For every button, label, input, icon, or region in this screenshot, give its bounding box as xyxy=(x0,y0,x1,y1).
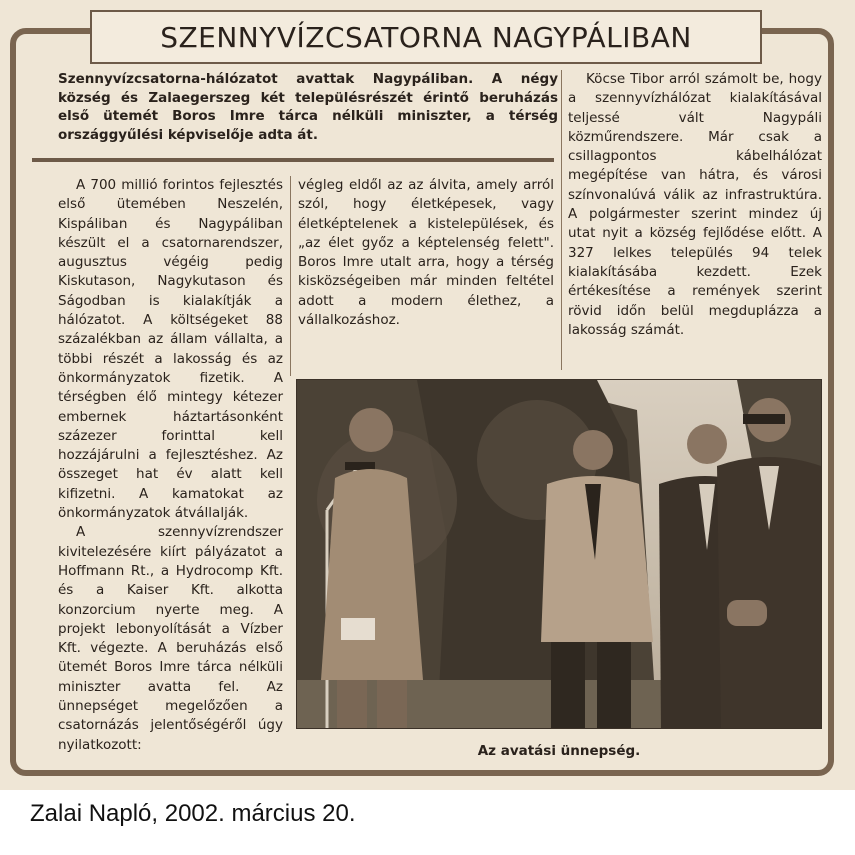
lead-divider xyxy=(32,158,554,162)
ceremony-photo xyxy=(296,379,822,729)
column-1-paragraph: A 700 millió forintos fejlesztés első ütemében Neszelén, Kispáliban és Nagypáliban készült el a csatornarendszer, augusztus végéig pedig Kiskutason, Nagykutason és Ságodban is kialakítják a hálózatot. A költségeket 88 százalékban az állam vállalta, a többi részét a lakosság és az önkormányzatok fizetik. A térségben élő mintegy kétezer embernek háztartásonként százezer forinttal kell hozzájárulni a fejlesztéshez. Az összeget hat év alatt kell kifizetni. A kamatokat az önkormányzatok átvállalják. xyxy=(58,177,283,522)
column-2-paragraph: végleg eldől az az álvita, amely arról szól, hogy életképesek, vagy életképtelenek a kistelepülések, és „az élet győz a képtelenség felett". Boros Imre utalt arra, hogy a térség kisközségeiben már minden feltétel adott a modern élethez, a vállalkozáshoz. xyxy=(298,177,554,329)
photo-caption: Az avatási ünnepség. xyxy=(477,743,641,759)
ceremony-photo-illustration xyxy=(297,380,821,728)
article-column-2 xyxy=(298,176,554,330)
article-column-3 xyxy=(568,70,822,340)
column-3-paragraph: Köcse Tibor arról számolt be, hogy a szennyvízhálózat kialakításával teljessé vált Nagypáli közműrendszere. Már csak a csillagpontos kábelhálózat megépítése van hátra, és városi színvonalúvá válik az infrastruktúra. A polgármester szerint mindez új utat nyit a község fejlődése előtt. A 327 lelkes település 94 telek kialakításába kezdett. Ezek értékesítése a remények szerint rövid időn belül megduplázza a lakosság számát. xyxy=(568,71,822,338)
article-column-1 xyxy=(58,176,283,755)
title-box xyxy=(90,10,762,64)
article-lead: Szennyvízcsatorna-hálózatot avattak Nagypáliban. A négy község és Zalaegerszeg két településrészét érintő beruházás első ütemét Boros Imre tárca nélküli miniszter, a térség országgyűlési képviselője adta át. xyxy=(58,71,558,143)
source-citation: Zalai Napló, 2002. március 20. xyxy=(30,800,356,827)
column-divider-2 xyxy=(561,70,562,370)
column-1-paragraph: A szennyvízrendszer kivitelezésére kiírt pályázatot a Hoffmann Rt., a Hydrocomp Kft. és a Kaiser Kft. alkotta konzorcium nyerte meg. A projekt lebonyolítását a Vízber Kft. végezte. A beruházás első ütemét Boros Imre tárca nélküli miniszter avatta fel. Az ünnepséget megelőzően a csatornázás jelentőségéről úgy nyilatkozott: xyxy=(58,524,283,753)
column-divider-1 xyxy=(290,176,291,376)
article-title: SZENNYVÍZCSATORNA NAGYPÁLIBAN xyxy=(160,20,692,54)
